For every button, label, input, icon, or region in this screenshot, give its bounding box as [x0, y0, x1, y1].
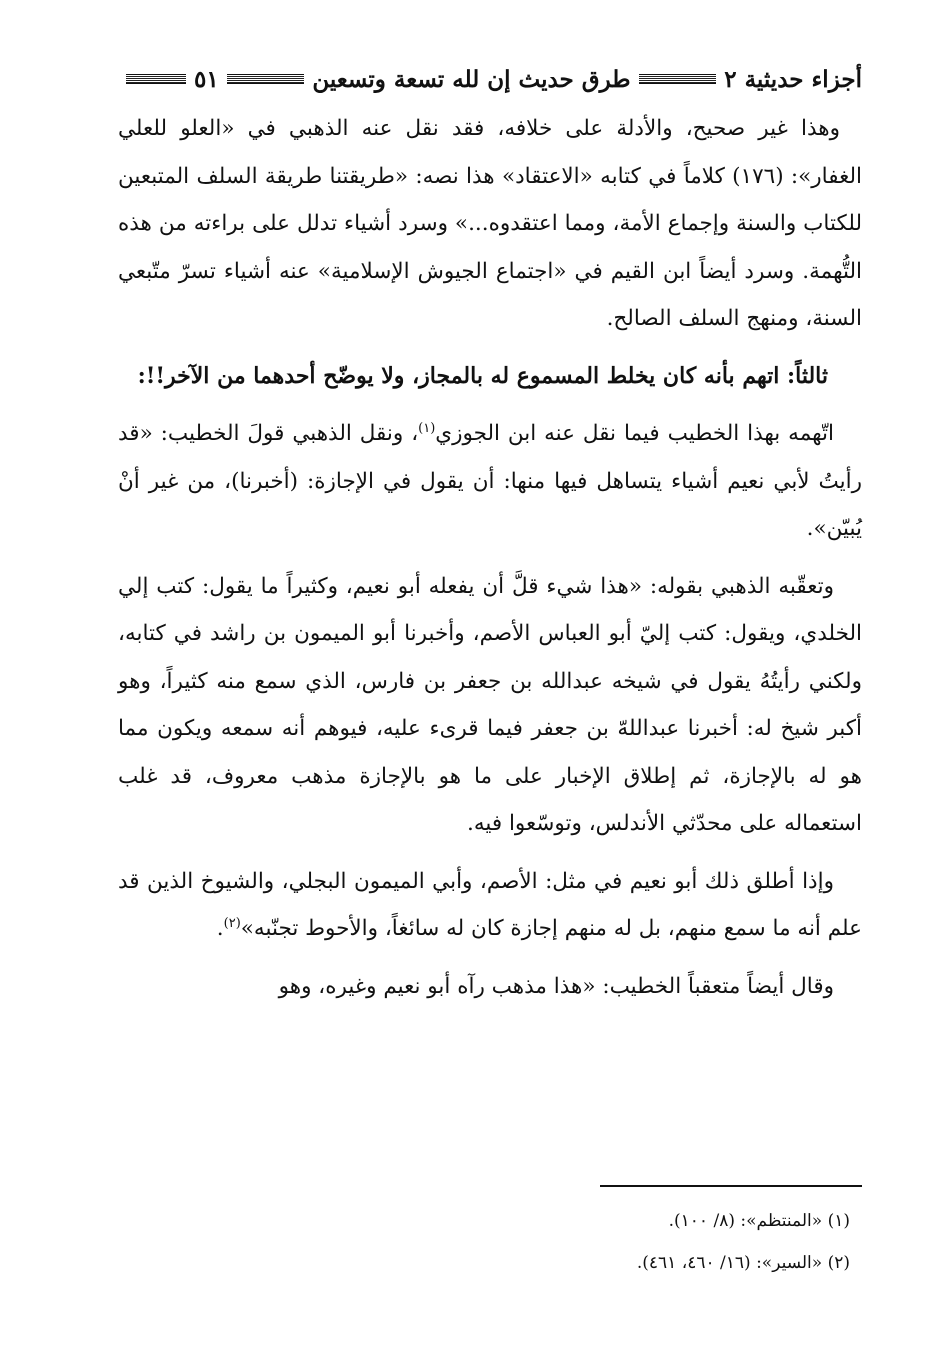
paragraph-text: ، ونقل الذهبي قولَ الخطيب: «قد رأيتُ لأبي نعيم أشياء يتساهل فيها منها: أن يقول في الإجازة: (أخبرنا)، من غير أنْ يُبيّن».: [118, 421, 862, 541]
header-rule: [126, 74, 186, 84]
footnote-separator: [600, 1185, 862, 1187]
paragraph: وقال أيضاً متعقباً الخطيب: «هذا مذهب رآه أبو نعيم وغيره، وهو: [278, 973, 834, 999]
page-header: [118, 58, 862, 100]
footnote-ref: (٢): [223, 915, 241, 931]
page-body: [118, 105, 862, 1020]
section-heading: ثالثاً: اتهم بأنه كان يخلط المسموع له بالمجاز، ولا يوضّح أحدهما من الآخر!!:: [137, 362, 828, 389]
footnotes: [300, 1200, 850, 1284]
header-rule: [639, 74, 717, 84]
paragraph-text: اتّهمه بهذا الخطيب فيما نقل عنه ابن الجوزي: [435, 421, 835, 446]
paragraph-text: وإذا أطلق ذلك أبو نعيم في مثل: الأصم، وأبي الميمون البجلي، والشيوخ الذين قد علم أنه ما سمع منهم، بل له منهم إجازة كان له سائغاً، والأحوط تجنّبه»: [118, 868, 862, 941]
page-number: ٥١: [194, 65, 219, 93]
footnote-ref: (١): [418, 420, 436, 436]
book-title: طرق حديث إن لله تسعة وتسعين: [312, 65, 631, 93]
running-title: أجزاء حديثية ٢: [724, 65, 862, 93]
paragraph: وهذا غير صحيح، والأدلة على خلافه، فقد نقل عنه الذهبي في «العلو للعلي الغفار»: (١٧٦) كلاماً في كتابه «الاعتقاد» هذا نصه: «طريقتنا طريقة السلف المتبعين للكتاب والسنة وإجماع الأمة، ومما اعتقدوه...» وسرد أشياء تدلل على براءته من هذه التُّهمة. وسرد أيضاً ابن القيم في «اجتماع الجيوش الإسلامية» عنه أشياء تسرّ متّبعي السنة، ومنهج السلف الصالح.: [118, 116, 863, 331]
footnote: (١) «المنتظم»: (٨/ ١٠٠).: [668, 1211, 850, 1231]
paragraph: وإذا أطلق ذلك أبو نعيم في مثل: الأصم، وأبي الميمون البجلي، والشيوخ الذين قد علم أنه ما سمع منهم، بل له منهم إجازة كان له سائغاً، والأحوط تجنّبه»$^{(٢)}$.: [118, 868, 862, 941]
footnote: (٢) «السير»: (١٦/ ٤٦٠، ٤٦١).: [636, 1253, 850, 1273]
paragraph: وتعقّبه الذهبي بقوله: «هذا شيء قلَّ أن يفعله أبو نعيم، وكثيراً ما يقول: كتب إلي الخلدي، ويقول: كتب إليّ أبو العباس الأصم، وأخبرنا أبو الميمون بن راشد في كتابه، ولكني رأيتُهُ يقول في شيخه عبدالله بن جعفر بن فارس، الذي سمع منه كثيراً، وهو أكبر شيخ له: أخبرنا عبداللهّ بن جعفر فيما قرىء عليه، فيوهم أنه سمعه ويكون مما هو له بالإجازة، ثم إطلاق الإخبار على ما هو بالإجازة مذهب معروف، قد غلب استعماله على محدّثي الأندلس، وتوسّعوا فيه.: [118, 573, 862, 836]
paragraph: [118, 410, 862, 553]
header-rule: [227, 74, 305, 84]
